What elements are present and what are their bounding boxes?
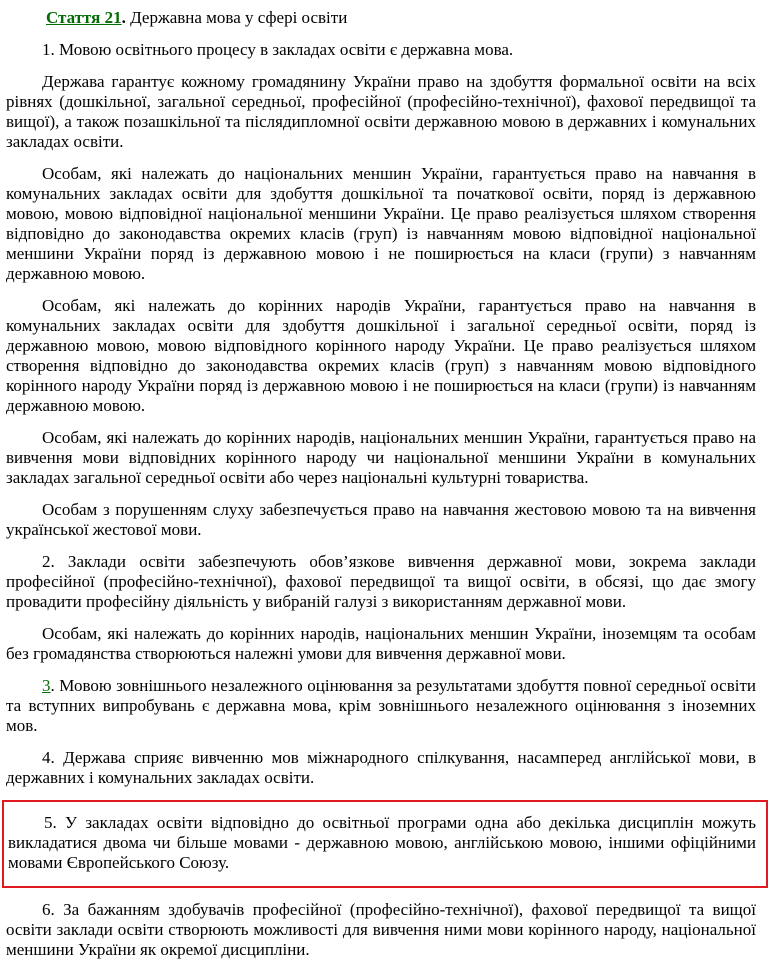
paragraph: Особам, які належать до корінних народів, національних меншин України, гарантується право на вивчення мови відповідних корінного народу чи національної меншини України в комунальних закладах загальної середньої освіти або через національні культурні товариства. [6, 428, 756, 487]
paragraph: Особам, які належать до корінних народів України, гарантується право на навчання в комунальних закладах освіти для здобуття дошкільної і загальної середньої освіти, поряд із державною мовою, мовою відповідного корінного народу України. Це право реалізується шляхом створення відповідно до законодавства окремих класів (груп) з навчанням мовою відповідного корінного народу України поряд із державною мовою і не поширюється на класи (групи) із навчанням державною мовою. [6, 296, 756, 415]
highlighted-paragraph: 5. У закладах освіти відповідно до освітньої програми одна або декілька дисциплін можуть викладатися двома чи більше мовами - державною мовою, англійською мовою, іншими офіційними мовами Європейського Союзу. [2, 800, 768, 888]
paragraph: 4. Держава сприяє вивченню мов міжнародного спілкування, насамперед англійської мови, в державних і комунальних закладах освіти. [6, 748, 756, 787]
paragraph: Особам, які належать до національних меншин України, гарантується право на навчання в комунальних закладах освіти для здобуття дошкільної та початкової освіти, поряд із державною мовою, мовою відповідної національної меншини України. Це право реалізується шляхом створення відповідно до законодавства окремих класів (груп) із навчанням мовою відповідної національної меншини України поряд із державною мовою і не поширюється на класи (групи) з навчанням державною мовою. [6, 164, 756, 283]
paragraph: Особам, які належать до корінних народів, національних меншин України, іноземцям та особам без громадянства створюються належні умови для вивчення державної мови. [6, 624, 756, 663]
paragraph: 1. Мовою освітнього процесу в закладах освіти є державна мова. [42, 40, 514, 59]
article-number-link[interactable]: Стаття 21 [46, 8, 122, 27]
paragraph: 6. За бажанням здобувачів професійної (професійно-технічної), фахової передвищої та вищої освіти заклади освіти створюють можливості для вивчення ними мови корінного народу, національної меншини України як окремої дисципліни. [6, 900, 756, 959]
paragraph-text: . Мовою зовнішнього незалежного оцінювання за результатами здобуття повної середньої освіти та вступних випробувань є державна мова, крім зовнішнього незалежного оцінювання з іноземних мов. [6, 676, 756, 735]
paragraph: Держава гарантує кожному громадянину України право на здобуття формальної освіти на всіх рівнях (дошкільної, загальної середньої, професійної (професійно-технічної), фахової передвищої та вищої), а також позашкільної та післядипломної освіти державною мовою в державних і комунальних закладах освіти. [6, 72, 756, 151]
paragraph [6, 676, 756, 736]
paragraph: 2. Заклади освіти забезпечують обов’язкове вивчення державної мови, зокрема заклади професійної (професійно-технічної), фахової передвищої та вищої освіти, в обсязі, що дає змогу провадити професійну діяльність у вибраній галузі з використанням державної мови. [6, 552, 756, 611]
article-title [6, 8, 756, 28]
article-body [6, 40, 756, 960]
paragraph-number-link[interactable]: 3 [42, 676, 51, 695]
article-title-dot: . [121, 8, 126, 27]
paragraph: Особам з порушенням слуху забезпечується право на навчання жестовою мовою та на вивчення української жестової мови. [6, 500, 756, 539]
article-title-text: Державна мова у сфері освіти [125, 8, 348, 27]
